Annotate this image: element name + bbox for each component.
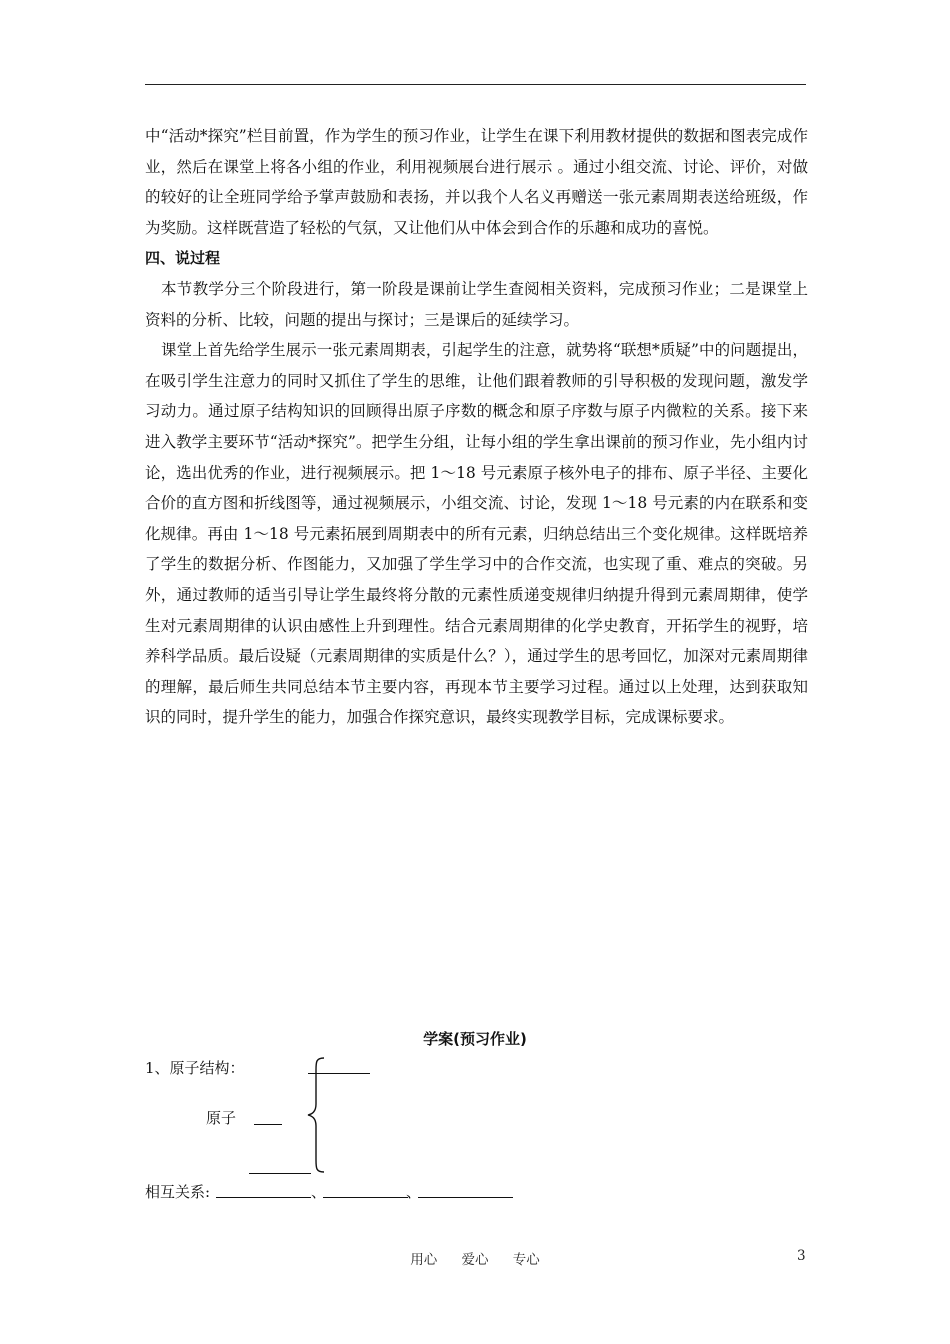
relation-separator-1: 、 <box>311 1183 327 1201</box>
relation-separator-2: 、 <box>406 1183 422 1201</box>
paragraph-activity: 中“活动*探究”栏目前置，作为学生的预习作业，让学生在课下利用教材提供的数据和图表完成作业，然后在课堂上将各小组的作业，利用视频展台进行展示 。通过小组交流、讨论、评价，对做的较好的让全班同学给予掌声鼓励和表扬，并以我个人名义再赠送一张元素周期表送给班级，作为奖励。这样既营造了轻松的气氛，又让他们从中体会到合作的乐趣和成功的喜悦。 <box>145 127 808 237</box>
document-body <box>145 121 808 733</box>
footer-motto-1: 用心 <box>410 1252 438 1268</box>
relation-blank-1[interactable] <box>216 1197 311 1198</box>
header-rule <box>145 84 806 85</box>
paragraph-stages: 本节教学分三个阶段进行，第一阶段是课前让学生查阅相关资料，完成预习作业；二是课堂上资料的分析、比较，问题的提出与探讨；三是课后的延续学习。 <box>145 279 808 329</box>
footer-motto-2: 爱心 <box>461 1252 489 1268</box>
footer-motto-3: 专心 <box>512 1252 540 1268</box>
worksheet-title: 学案(预习作业) <box>423 1030 527 1048</box>
relation-blank-2[interactable] <box>323 1197 408 1198</box>
atom-label: 原子 <box>206 1109 237 1127</box>
curly-brace-icon <box>306 1056 328 1174</box>
relation-blank-3[interactable] <box>418 1197 513 1198</box>
atom-structure-label: 1、原子结构： <box>145 1059 245 1077</box>
blank-line-atom[interactable] <box>254 1124 282 1125</box>
relation-label: 相互关系: <box>145 1183 211 1201</box>
page-number: 3 <box>797 1248 806 1264</box>
footer-motto <box>0 1248 950 1268</box>
section-heading: 四、说过程 <box>145 249 221 268</box>
paragraph-process: 课堂上首先给学生展示一张元素周期表，引起学生的注意，就势将“联想*质疑”中的问题提出，在吸引学生注意力的同时又抓住了学生的思维，让他们跟着教师的引导积极的发现问题，激发学习动力。通过原子结构知识的回顾得出原子序数的概念和原子序数与原子内微粒的关系。接下来进入教学主要环节“活动*探究”。把学生分组，让每小组的学生拿出课前的预习作业，先小组内讨论，选出优秀的作业，进行视频展示。把 1～18 号元素原子核外电子的排布、原子半径、主要化合价的直方图和折线图等，通过视频展示，小组交流、讨论，发现 1～18 号元素的内在联系和变化规律。再由 1～18 号元素拓展到周期表中的所有元素，归纳总结出三个变化规律。这样既培养了学生的数据分析、作图能力，又加强了学生学习中的合作交流，也实现了重、难点的突破。另外，通过教师的适当引导让学生最终将分散的元素性质递变规律归纳提升得到元素周期律，使学生对元素周期律的认识由感性上升到理性。结合元素周期律的化学史教育，开拓学生的视野，培养科学品质。最后设疑（元素周期律的实质是什么？），通过学生的思考回忆，加深对元素周期律的理解，最后师生共同总结本节主要内容，再现本节主要学习过程。通过以上处理，达到获取知识的同时，提升学生的能力，加强合作探究意识，最终实现教学目标，完成课标要求。 <box>145 341 808 727</box>
blank-line-bottom[interactable] <box>249 1173 311 1174</box>
